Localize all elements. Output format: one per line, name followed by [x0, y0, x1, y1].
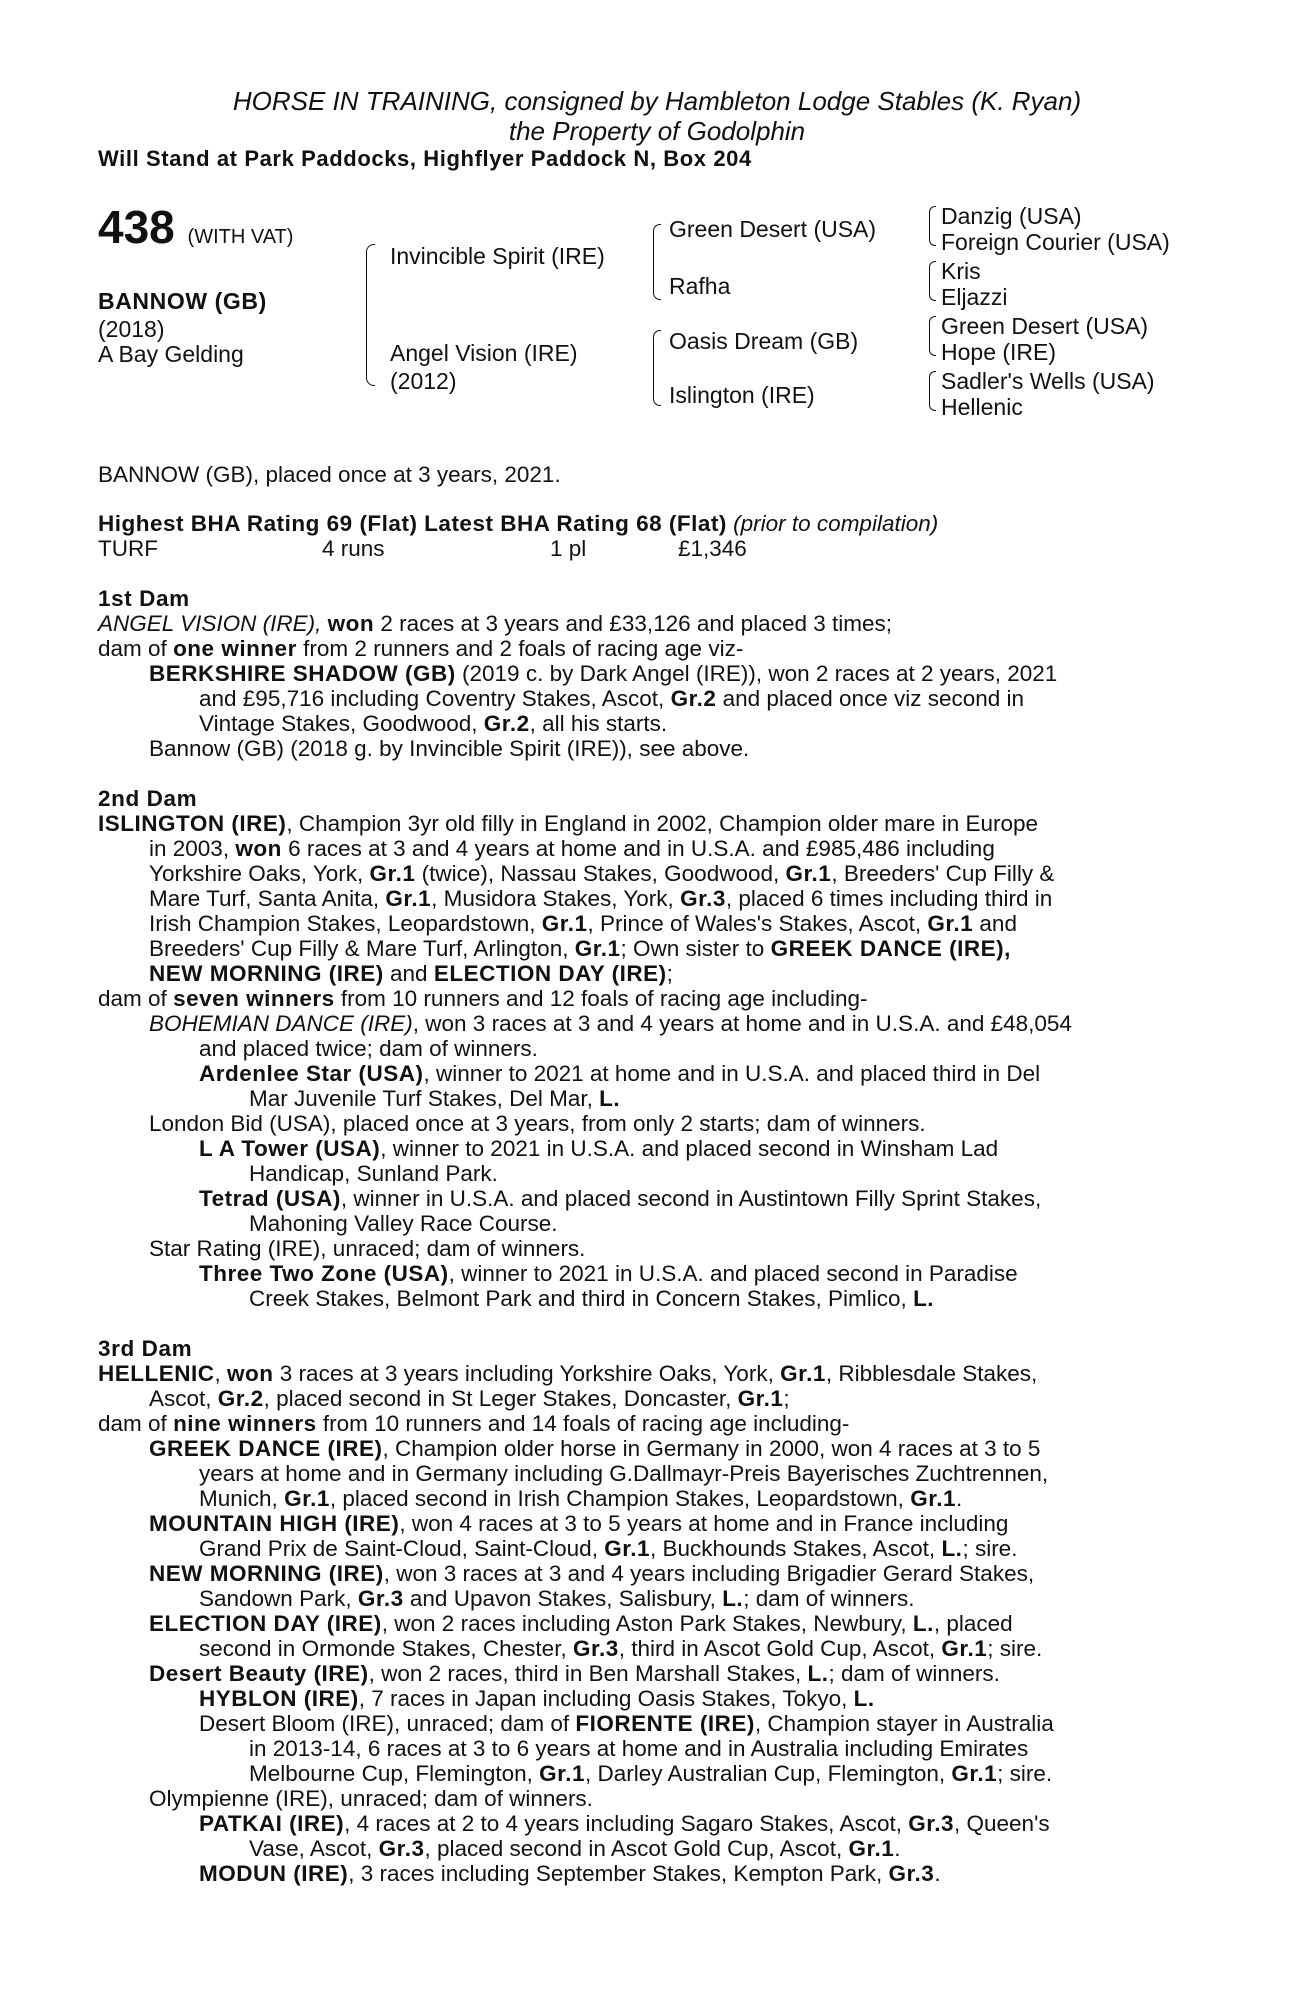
grade-label: Gr.3	[908, 1811, 955, 1836]
horse-description: A Bay Gelding	[98, 341, 244, 367]
progeny-text: Vase, Ascot,	[249, 1836, 373, 1861]
third-dam-text: ,	[214, 1361, 221, 1386]
produce-detail: from 10 runners and 14 foals of racing age including-	[322, 1411, 850, 1436]
progeny-text: , Champion stayer in Australia	[754, 1711, 1054, 1736]
second-dam-name: ISLINGTON (IRE)	[98, 811, 287, 836]
progeny-name: BERKSHIRE SHADOW (GB)	[149, 661, 456, 686]
listed-label: L.	[722, 1586, 744, 1611]
stand-location: Will Stand at Park Paddocks, Highflyer Paddock N, Box 204	[98, 146, 752, 171]
grade-label: Gr.3	[378, 1836, 425, 1861]
progeny-line	[149, 661, 1057, 686]
progeny-line: years at home and in Germany including G.Dallmayr-Preis Bayerisches Zuchtrennen,	[199, 1461, 1049, 1486]
progeny-name: PATKAI (IRE)	[199, 1811, 345, 1836]
pedigree-gen3-6: Hope (IRE)	[941, 339, 1057, 365]
lot-number-block	[98, 200, 293, 254]
progeny-text: , Darley Australian Cup, Flemington,	[584, 1761, 946, 1786]
progeny-line	[199, 1711, 1054, 1736]
grade-label: Gr.1	[780, 1361, 826, 1386]
progeny-text: , winner to 2021 at home and in U.S.A. and placed third in Del	[423, 1061, 1041, 1086]
grade-label: Gr.1	[910, 1486, 956, 1511]
first-dam-name: ANGEL VISION (IRE),	[98, 611, 322, 636]
progeny-name: MODUN (IRE)	[199, 1861, 349, 1886]
third-dam-text: ;	[783, 1386, 790, 1411]
horse-year: (2018)	[98, 316, 165, 342]
progeny-text: , winner to 2021 in U.S.A. and placed second in Winsham Lad	[380, 1136, 999, 1161]
grade-label: Gr.3	[680, 886, 726, 911]
progeny-text: ; sire.	[997, 1761, 1053, 1786]
progeny-text: , 4 races at 2 to 4 years including Sagaro Stakes, Ascot,	[344, 1811, 902, 1836]
pedigree-brace-sire	[653, 224, 661, 300]
progeny-text: , won 2 races, third in Ben Marshall Stakes,	[368, 1661, 802, 1686]
grade-label: Gr.1	[284, 1486, 330, 1511]
bha-rating-note: (prior to compilation)	[733, 511, 939, 536]
progeny-text: ; dam of winners.	[743, 1586, 915, 1611]
second-dam-line	[149, 936, 1011, 961]
second-dam-produce-summary	[98, 986, 867, 1011]
progeny-text: (2019 c. by Dark Angel (IRE)), won 2 races at 2 years, 2021	[462, 661, 1058, 686]
listed-label: L.	[912, 1611, 934, 1636]
progeny-name: BOHEMIAN DANCE (IRE)	[149, 1011, 413, 1036]
winners-count: one winner	[173, 636, 297, 661]
progeny-line	[199, 1811, 1050, 1836]
second-dam-text: , placed 6 times including third in	[725, 886, 1053, 911]
progeny-text: , winner in U.S.A. and placed second in Austintown Filly Sprint Stakes,	[340, 1186, 1042, 1211]
progeny-text: , winner to 2021 in U.S.A. and placed second in Paradise	[448, 1261, 1018, 1286]
progeny-text: .	[934, 1861, 941, 1886]
progeny-name: MOUNTAIN HIGH (IRE)	[149, 1511, 400, 1536]
progeny-text: and £95,716 including Coventry Stakes, Ascot,	[199, 686, 665, 711]
grade-label: Gr.3	[888, 1861, 935, 1886]
progeny-text: , placed	[933, 1611, 1013, 1636]
progeny-line	[199, 1136, 998, 1161]
pedigree-gen3-7: Sadler's Wells (USA)	[941, 368, 1155, 394]
third-dam-line	[149, 1386, 790, 1411]
pedigree-gen3-3: Kris	[941, 258, 981, 284]
progeny-line: Bannow (GB) (2018 g. by Invincible Spirit (IRE)), see above.	[149, 736, 750, 761]
pedigree-dam-sire: Oasis Dream (GB)	[669, 328, 859, 354]
pedigree-gen3-1: Danzig (USA)	[941, 203, 1082, 229]
progeny-line	[199, 1636, 1042, 1661]
grade-label: Gr.3	[357, 1586, 404, 1611]
progeny-line	[199, 1586, 915, 1611]
pedigree-gen3-8: Hellenic	[941, 394, 1023, 420]
sibling-name: ELECTION DAY (IRE)	[433, 961, 667, 986]
progeny-name: FIORENTE (IRE)	[575, 1711, 755, 1736]
header-owner: the Property of Godolphin	[508, 116, 806, 146]
listed-label: L.	[853, 1686, 875, 1711]
second-dam-text: Mare Turf, Santa Anita,	[149, 886, 380, 911]
progeny-name: Tetrad (USA)	[199, 1186, 341, 1211]
third-dam-text: 3 races at 3 years including Yorkshire Oaks, York,	[279, 1361, 774, 1386]
horse-name: BANNOW (GB)	[98, 288, 267, 314]
pedigree-dam-dam: Islington (IRE)	[669, 382, 815, 408]
second-dam-text: , Musidora Stakes, York,	[431, 886, 674, 911]
produce-detail: from 10 runners and 12 foals of racing age including-	[340, 986, 868, 1011]
grade-label: Gr.1	[385, 886, 432, 911]
pedigree-brace-g2	[929, 261, 936, 301]
third-dam-name: HELLENIC	[98, 1361, 215, 1386]
second-dam-text: and	[390, 961, 428, 986]
progeny-name: GREEK DANCE (IRE)	[149, 1436, 383, 1461]
progeny-line	[249, 1836, 901, 1861]
second-dam-text: ; Own sister to	[620, 936, 765, 961]
progeny-line	[199, 1061, 1040, 1086]
first-dam-heading: 1st Dam	[98, 586, 190, 611]
pedigree-brace-g3	[929, 316, 936, 356]
pedigree-brace-g1	[929, 206, 936, 246]
second-dam-line	[149, 836, 995, 861]
turf-label: TURF	[98, 536, 158, 561]
third-dam-text: , Ribblesdale Stakes,	[825, 1361, 1038, 1386]
second-dam-line	[149, 961, 673, 986]
progeny-name: Ardenlee Star (USA)	[199, 1061, 424, 1086]
third-dam-line	[98, 1361, 1037, 1386]
progeny-text: , won 3 races at 3 and 4 years including Brigadier Gerard Stakes,	[383, 1561, 1035, 1586]
progeny-line	[249, 1286, 934, 1311]
progeny-text: , placed second in Irish Champion Stakes, Leopardstown,	[329, 1486, 904, 1511]
grade-label: Gr.1	[941, 1636, 988, 1661]
second-dam-text: in 2003,	[149, 836, 230, 861]
pedigree-brace-gen1	[366, 244, 375, 386]
pedigree-gen3-5: Green Desert (USA)	[941, 313, 1149, 339]
progeny-text: Creek Stakes, Belmont Park and third in Concern Stakes, Pimlico,	[249, 1286, 907, 1311]
progeny-line	[149, 1436, 1040, 1461]
grade-label: Gr.1	[785, 861, 832, 886]
progeny-line	[149, 1511, 1008, 1536]
progeny-text: .	[955, 1486, 963, 1511]
header-consignor: HORSE IN TRAINING, consigned by Hambleton Lodge Stables (K. Ryan)	[232, 86, 1082, 116]
first-dam-produce-summary	[98, 636, 743, 661]
pedigree-sire-sire: Green Desert (USA)	[669, 216, 877, 242]
sibling-name: GREEK DANCE (IRE),	[770, 936, 1011, 961]
second-dam-text: Yorkshire Oaks, York,	[149, 861, 364, 886]
progeny-name: NEW MORNING (IRE)	[149, 1561, 384, 1586]
sibling-name: NEW MORNING (IRE)	[149, 961, 384, 986]
progeny-line: Mahoning Valley Race Course.	[249, 1211, 558, 1236]
listed-label: L.	[599, 1086, 621, 1111]
progeny-line	[199, 1186, 1041, 1211]
progeny-line	[149, 1011, 1072, 1036]
grade-label: Gr.1	[539, 1761, 585, 1786]
pedigree-brace-g4	[929, 371, 936, 411]
progeny-text: , 3 races including September Stakes, Kempton Park,	[348, 1861, 883, 1886]
turf-runs: 4 runs	[322, 536, 385, 561]
progeny-text: Sandown Park,	[199, 1586, 352, 1611]
progeny-text: Desert Bloom (IRE), unraced; dam of	[199, 1711, 570, 1736]
progeny-line: Olympienne (IRE), unraced; dam of winners.	[149, 1786, 593, 1811]
grade-label: Gr.2	[217, 1386, 264, 1411]
listed-label: L.	[807, 1661, 829, 1686]
progeny-line	[199, 1861, 941, 1886]
progeny-text: ; dam of winners.	[828, 1661, 1000, 1686]
progeny-text: , Queen's	[954, 1811, 1050, 1836]
first-dam-line	[98, 611, 892, 636]
grade-label: Gr.1	[927, 911, 974, 936]
grade-label: Gr.1	[604, 1536, 650, 1561]
second-dam-text: , Breeders' Cup Filly &	[831, 861, 1055, 886]
grade-label: Gr.1	[369, 861, 416, 886]
progeny-line	[199, 1261, 1018, 1286]
progeny-line: Handicap, Sunland Park.	[249, 1161, 498, 1186]
progeny-line	[249, 1086, 620, 1111]
progeny-line	[149, 1611, 1013, 1636]
second-dam-text: (twice), Nassau Stakes, Goodwood,	[421, 861, 780, 886]
progeny-text: , Champion older horse in Germany in 2000, won 4 races at 3 to 5	[382, 1436, 1041, 1461]
progeny-name: HYBLON (IRE)	[199, 1686, 359, 1711]
pedigree-sire-dam: Rafha	[669, 273, 731, 299]
listed-label: L.	[913, 1286, 935, 1311]
grade-label: Gr.1	[848, 1836, 895, 1861]
progeny-name: Three Two Zone (USA)	[199, 1261, 449, 1286]
grade-label: Gr.1	[951, 1761, 998, 1786]
progeny-line	[149, 1661, 1000, 1686]
progeny-text: Munich,	[199, 1486, 278, 1511]
progeny-text: , placed second in Ascot Gold Cup, Ascot,	[424, 1836, 843, 1861]
progeny-line	[199, 686, 1024, 711]
turf-placed: 1 pl	[550, 536, 587, 561]
progeny-line	[199, 1486, 962, 1511]
progeny-text: , won 4 races at 3 to 5 years at home and in France including	[399, 1511, 1009, 1536]
progeny-text: and Upavon Stakes, Salisbury,	[409, 1586, 716, 1611]
first-dam-won: won	[327, 611, 375, 636]
bha-rating-values: Highest BHA Rating 69 (Flat) Latest BHA Rating 68 (Flat)	[98, 511, 727, 536]
progeny-text: ; sire.	[987, 1636, 1043, 1661]
won-label: won	[227, 1361, 274, 1386]
progeny-line	[199, 1686, 875, 1711]
listed-label: L.	[941, 1536, 963, 1561]
second-dam-line	[149, 861, 1054, 886]
pedigree-gen3-4: Eljazzi	[941, 284, 1008, 310]
second-dam-text: , Champion 3yr old filly in England in 2002, Champion older mare in Europe	[286, 811, 1039, 836]
second-dam-text: ;	[666, 961, 673, 986]
progeny-text: Grand Prix de Saint-Cloud, Saint-Cloud,	[199, 1536, 598, 1561]
won-label: won	[235, 836, 282, 861]
lot-number: 438	[98, 201, 175, 253]
progeny-line	[249, 1761, 1052, 1786]
race-summary: BANNOW (GB), placed once at 3 years, 2021.	[98, 462, 561, 487]
text-dam-of: dam of	[98, 636, 167, 661]
third-dam-heading: 3rd Dam	[98, 1336, 193, 1361]
progeny-text: , won 2 races including Aston Park Stakes, Newbury,	[381, 1611, 907, 1636]
progeny-line: Star Rating (IRE), unraced; dam of winners.	[149, 1236, 586, 1261]
second-dam-text: Breeders' Cup Filly & Mare Turf, Arlington,	[149, 936, 569, 961]
second-dam-text: Irish Champion Stakes, Leopardstown,	[149, 911, 536, 936]
second-dam-line	[149, 886, 1052, 911]
progeny-text: , Buckhounds Stakes, Ascot,	[650, 1536, 936, 1561]
grade-label: Gr.1	[574, 936, 621, 961]
progeny-text: , 7 races in Japan including Oasis Stakes, Tokyo,	[358, 1686, 848, 1711]
progeny-text: , won 3 races at 3 and 4 years at home and in U.S.A. and £48,054	[412, 1011, 1072, 1036]
grade-label: Gr.1	[737, 1386, 784, 1411]
bha-rating	[98, 511, 938, 536]
second-dam-line	[149, 911, 1017, 936]
progeny-text: ; sire.	[962, 1536, 1018, 1561]
second-dam-heading: 2nd Dam	[98, 786, 198, 811]
pedigree-dam-year: (2012)	[390, 368, 457, 394]
third-dam-text: Ascot,	[149, 1386, 212, 1411]
progeny-text: Mar Juvenile Turf Stakes, Del Mar,	[249, 1086, 593, 1111]
text-dam-of: dam of	[98, 986, 167, 1011]
vat-label: (WITH VAT)	[187, 226, 294, 248]
pedigree-dam: Angel Vision (IRE)	[390, 340, 578, 366]
progeny-text: and placed once viz second in	[722, 686, 1025, 711]
progeny-name: ELECTION DAY (IRE)	[149, 1611, 382, 1636]
produce-detail: from 2 runners and 2 foals of racing age viz-	[303, 636, 744, 661]
grade-label: Gr.2	[483, 711, 530, 736]
progeny-line	[199, 1536, 1017, 1561]
progeny-name: L A Tower (USA)	[199, 1136, 381, 1161]
progeny-line	[149, 1561, 1034, 1586]
winners-count: seven winners	[173, 986, 335, 1011]
progeny-text: second in Ormonde Stakes, Chester,	[199, 1636, 567, 1661]
winners-count: nine winners	[173, 1411, 317, 1436]
second-dam-text: 6 races at 3 and 4 years at home and in U.S.A. and £985,486 including	[288, 836, 995, 861]
progeny-text: .	[894, 1836, 901, 1861]
progeny-text: , all his starts.	[529, 711, 668, 736]
turf-earnings: £1,346	[678, 536, 747, 561]
progeny-line	[199, 711, 667, 736]
pedigree-brace-dam	[653, 330, 661, 406]
progeny-line: and placed twice; dam of winners.	[199, 1036, 538, 1061]
progeny-text: Melbourne Cup, Flemington,	[249, 1761, 533, 1786]
third-dam-text: , placed second in St Leger Stakes, Doncaster,	[263, 1386, 732, 1411]
progeny-name: Desert Beauty (IRE)	[149, 1661, 369, 1686]
progeny-text: , third in Ascot Gold Cup, Ascot,	[618, 1636, 936, 1661]
progeny-line: in 2013-14, 6 races at 3 to 6 years at home and in Australia including Emirates	[249, 1736, 1029, 1761]
progeny-line: London Bid (USA), placed once at 3 years, from only 2 starts; dam of winners.	[149, 1111, 926, 1136]
second-dam-line	[98, 811, 1038, 836]
grade-label: Gr.3	[572, 1636, 619, 1661]
second-dam-text: , Prince of Wales's Stakes, Ascot,	[587, 911, 922, 936]
grade-label: Gr.1	[541, 911, 588, 936]
text-dam-of: dam of	[98, 1411, 167, 1436]
pedigree-sire: Invincible Spirit (IRE)	[390, 243, 605, 269]
first-dam-record: 2 races at 3 years and £33,126 and placed 3 times;	[380, 611, 893, 636]
grade-label: Gr.2	[670, 686, 717, 711]
second-dam-text: and	[979, 911, 1017, 936]
pedigree-gen3-2: Foreign Courier (USA)	[941, 229, 1170, 255]
progeny-text: Vintage Stakes, Goodwood,	[199, 711, 478, 736]
third-dam-produce-summary	[98, 1411, 849, 1436]
